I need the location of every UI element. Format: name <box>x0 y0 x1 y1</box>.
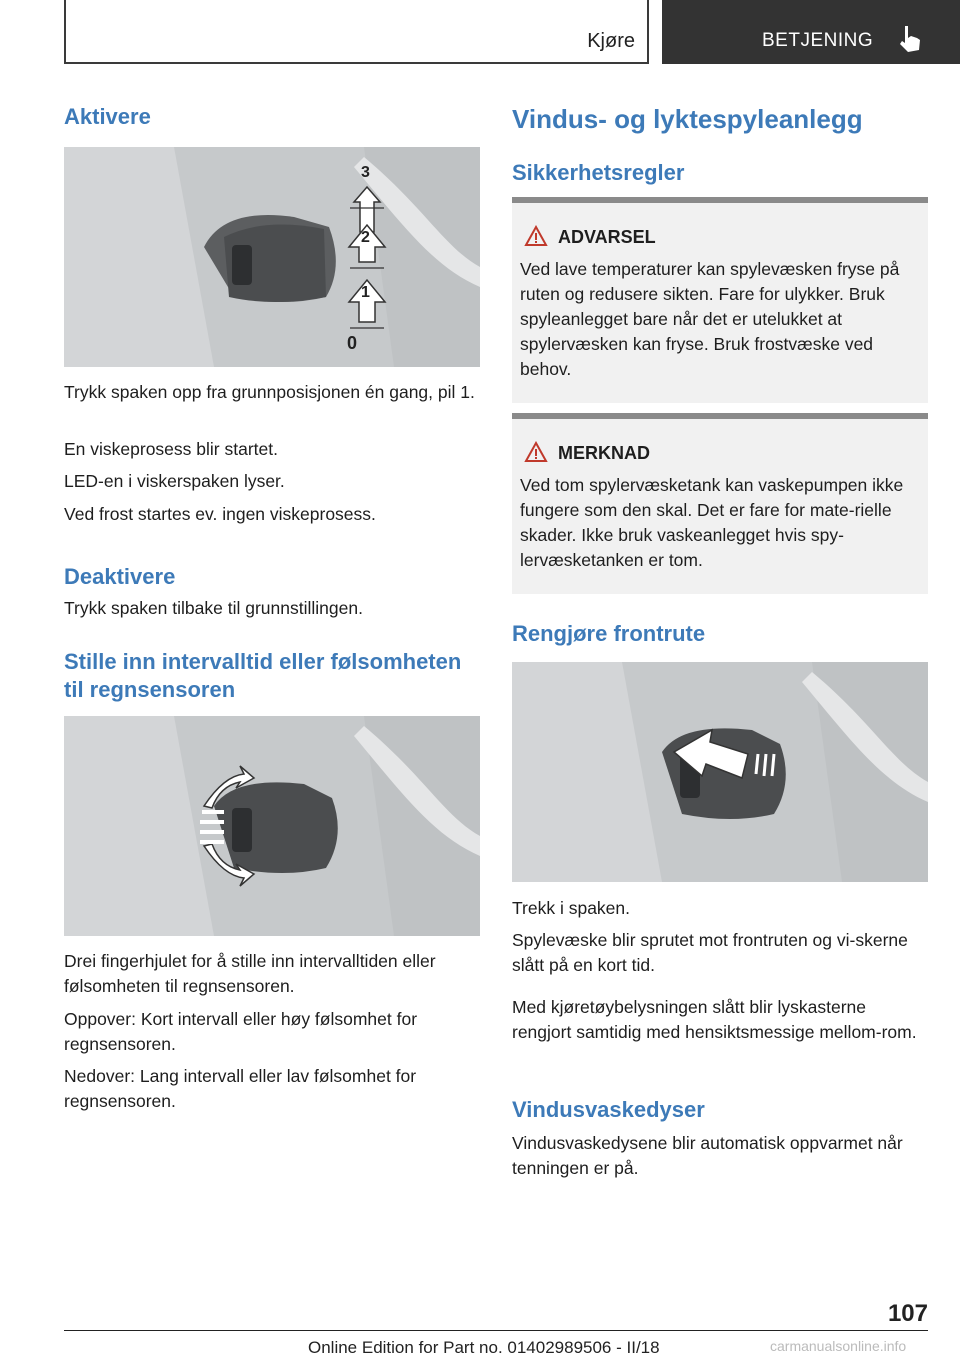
vindus-text: Vindusvaskedysene blir automatisk oppvarmet når tenningen er på. <box>512 1133 903 1178</box>
footer-edition: Online Edition for Part no. 01402989506 - II/18 <box>308 1338 660 1357</box>
heading-rengjore: Rengjøre frontrute <box>512 621 706 646</box>
note-title: MERKNAD <box>558 443 650 463</box>
heading-deaktivere: Deaktivere <box>64 564 176 589</box>
header-chapter-label: BETJENING <box>762 30 874 51</box>
aktivere-text-4: Ved frost startes ev. ingen viskeprosess. <box>64 504 376 524</box>
warning-title: ADVARSEL <box>558 227 656 247</box>
aktivere-text-2: En viskeprosess blir startet. <box>64 439 278 459</box>
note-text: Ved tom spylervæsketank kan vaskepumpen ikke fungere som den skal. Det er fare for mate-rielle skader. Ikke bruk vaskeanlegget hvis spy-lervæsketanken er tom. <box>520 475 904 570</box>
aktivere-text-1: Trykk spaken opp fra grunnposisjonen én gang, pil 1. <box>64 382 475 402</box>
footer-rule <box>64 1330 928 1331</box>
figure-wiper-lever-positions <box>64 147 480 367</box>
warning-triangle-icon <box>524 441 548 463</box>
header-section-box <box>64 0 649 64</box>
stille-text-2: Oppover: Kort intervall eller høy følsomhet for regnsensoren. <box>64 1009 418 1054</box>
warning-triangle-icon <box>524 225 548 247</box>
heading-vindusvaskedyser: Vindusvaskedyser <box>512 1097 705 1122</box>
deaktivere-text: Trykk spaken tilbake til grunnstillingen. <box>64 598 363 618</box>
heading-main: Vindus- og lyktespyleanlegg <box>512 104 863 134</box>
header-chapter-box <box>662 0 960 64</box>
watermark: carmanualsonline.info <box>770 1338 907 1354</box>
stille-text-1: Drei fingerhjulet for å stille inn intervalltiden eller følsomheten til regnsensoren. <box>64 951 436 996</box>
rengjore-text-1: Trekk i spaken. <box>512 898 631 918</box>
heading-aktivere: Aktivere <box>64 104 151 129</box>
heading-sikkerhetsregler: Sikkerhetsregler <box>512 160 685 185</box>
stille-text-3: Nedover: Lang intervall eller lav følsomhet for regnsensoren. <box>64 1066 417 1111</box>
rengjore-text-3: Med kjøretøybelysningen slått blir lyskasterne rengjort samtidig med hensiktsmessige mellom-rom. <box>512 997 917 1042</box>
figure-label-1: 1 <box>361 284 370 301</box>
heading-stille-inn: Stille inn intervalltid eller følsomheten til regnsensoren <box>64 649 462 702</box>
warning-box <box>512 197 928 403</box>
header-section-label: Kjøre <box>587 30 635 52</box>
warning-text: Ved lave temperaturer kan spylevæsken fryse på ruten og redusere sikten. Fare for ulykker. Bruk spyleanlegget bare når det er utelukket at spylervæsken kan fryse. Bruk frostvæske ved behov. <box>520 259 900 379</box>
figure-label-2: 2 <box>361 229 370 246</box>
page-number: 107 <box>887 1300 928 1327</box>
figure-label-3: 3 <box>361 164 370 181</box>
hand-pointer-icon <box>896 24 922 54</box>
figure-finger-wheel <box>64 716 480 936</box>
note-box <box>512 413 928 594</box>
aktivere-text-3: LED-en i viskerspaken lyser. <box>64 471 285 491</box>
figure-label-0: 0 <box>347 333 358 353</box>
rengjore-text-2: Spylevæske blir sprutet mot frontruten og vi-skerne slått på en kort tid. <box>512 930 908 975</box>
figure-pull-lever <box>512 662 928 882</box>
